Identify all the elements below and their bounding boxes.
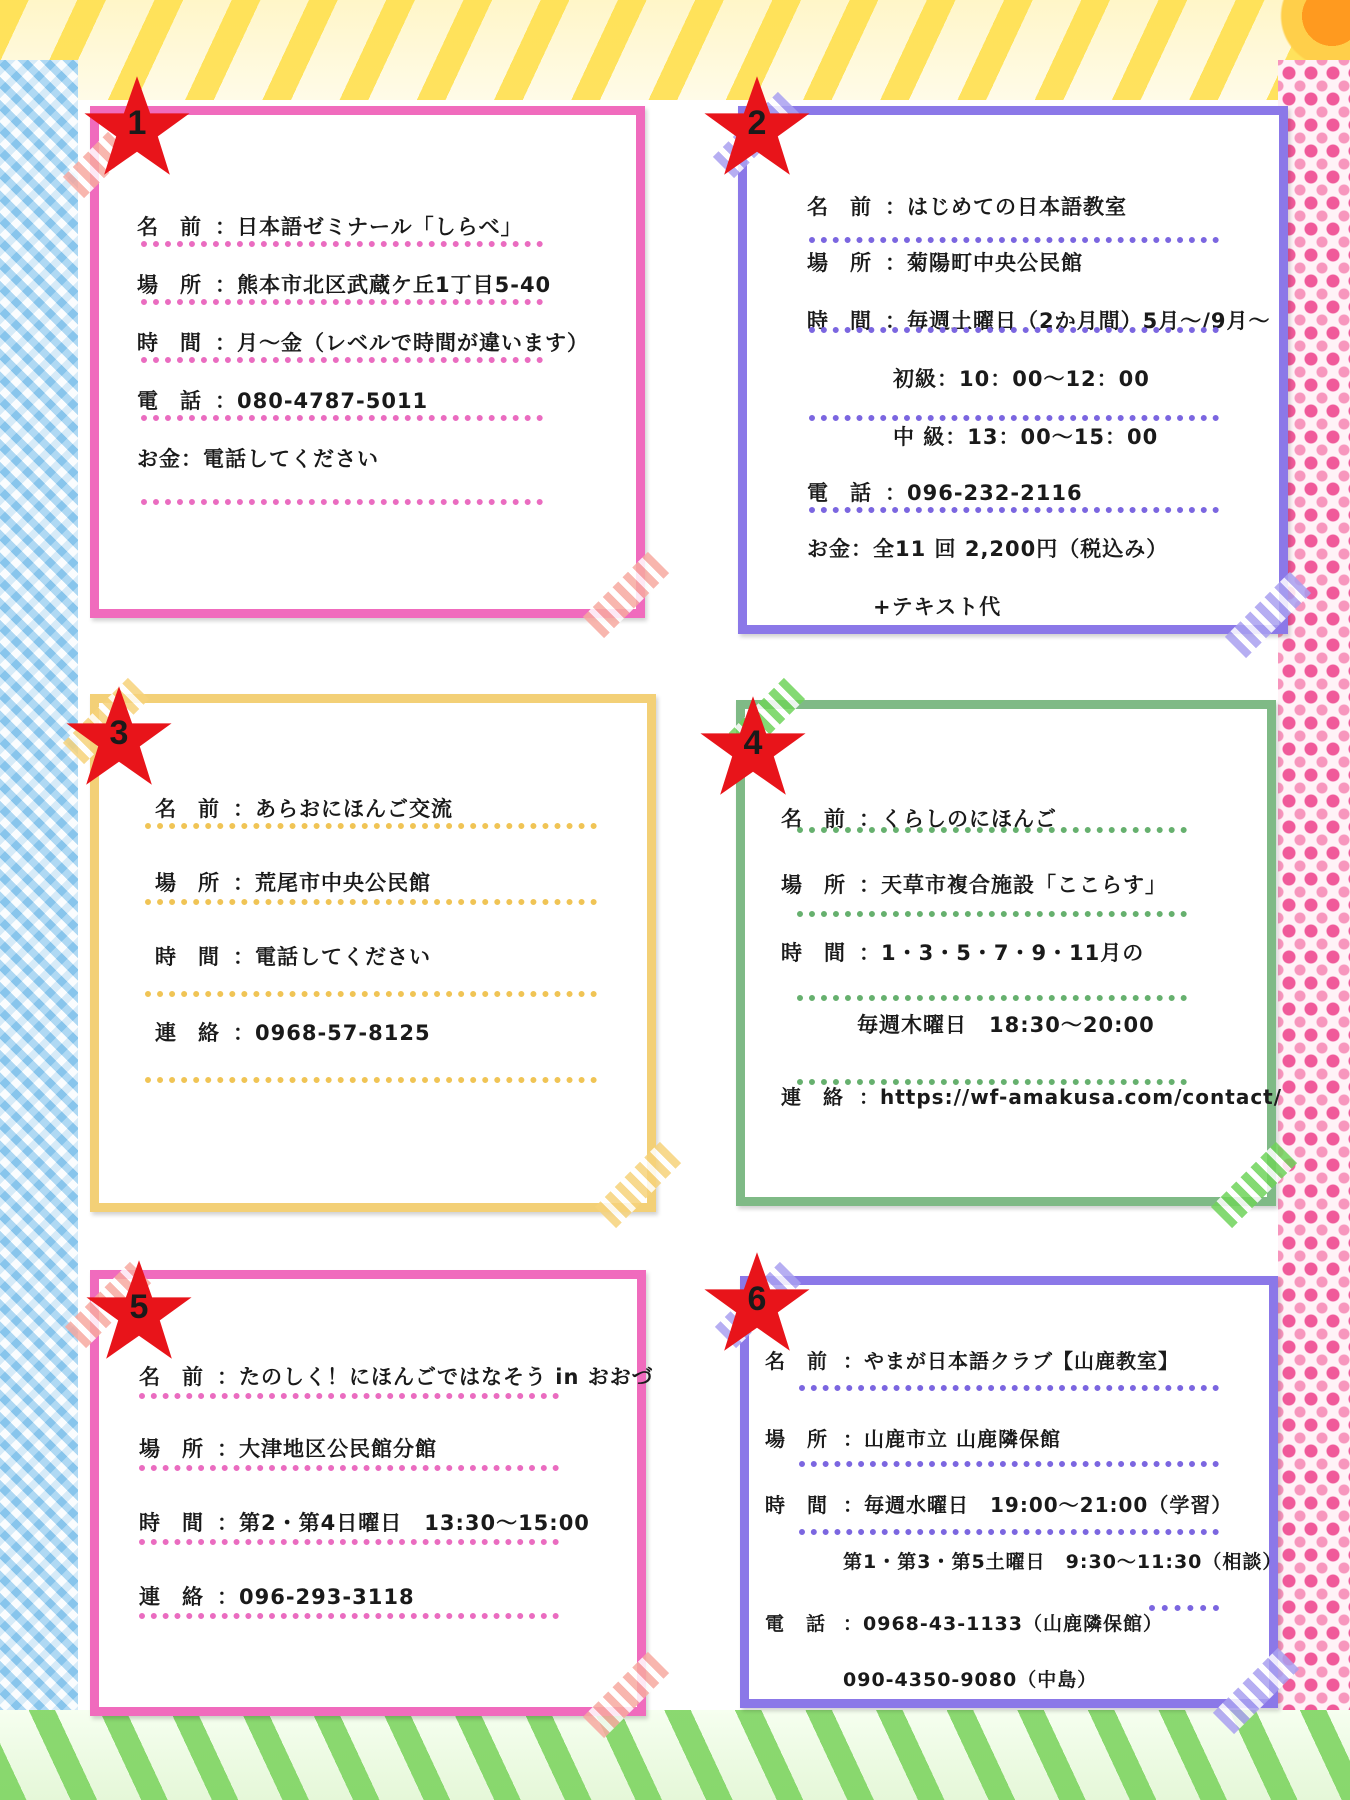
classroom-card-4 <box>736 700 1283 1206</box>
time-value: 月～金（レベルで時間が違います） <box>237 331 589 355</box>
contact-label: 連 絡 <box>781 1085 843 1109</box>
tel-value: 0968-43-1133（山鹿隣保館） <box>863 1613 1163 1635</box>
time-row: 時 間 ：毎週土曜日（2か月間）5月～/9月～ <box>807 305 1271 335</box>
number-badge-3 <box>64 684 174 788</box>
intermediate-time-value: 中 級：13：00～15：00 <box>893 425 1159 449</box>
time-value: 毎週水曜日 19:00～21:00（学習） <box>864 1493 1233 1517</box>
time-label: 時 間 <box>139 1511 203 1535</box>
divider <box>145 823 597 829</box>
divider <box>141 299 543 305</box>
tel-label: 電 話 <box>807 481 871 505</box>
place-row: 場 所 ：大津地区公民館分館 <box>139 1433 437 1463</box>
time-row: 時 間 ：1・3・5・7・9・11月の <box>781 937 1144 967</box>
contact-row: 連 絡 ：0968-57-8125 <box>155 1017 431 1047</box>
divider <box>145 991 597 997</box>
badge-number: 2 <box>747 104 767 142</box>
classroom-card-3 <box>90 694 656 1212</box>
time-value: 第2・第4日曜日 13:30～15:00 <box>239 1511 590 1535</box>
place-label: 場 所 <box>137 273 201 297</box>
name-label: 名 前 <box>139 1365 203 1389</box>
classroom-card-1 <box>90 106 645 618</box>
divider <box>139 1539 559 1545</box>
badge-number: 3 <box>109 714 129 752</box>
time-detail-row <box>857 1009 1155 1039</box>
badge-number: 5 <box>129 1288 149 1326</box>
tel-row: 電 話 ：096-232-2116 <box>807 477 1083 507</box>
fee-value: 電話してください <box>203 447 379 471</box>
place-row: 場 所 ：荒尾市中央公民館 <box>155 867 431 897</box>
contact-row: 連 絡 ：https://wf-amakusa.com/contact/ <box>781 1081 1282 1110</box>
divider <box>809 327 1219 333</box>
time-row: 時 間 ：電話してください <box>155 941 431 971</box>
beginner-time-row <box>893 363 1150 393</box>
name-label: 名 前 <box>155 797 219 821</box>
fee-extra-row <box>873 591 1001 621</box>
time-detail-value: 毎週木曜日 18:30～20:00 <box>857 1013 1155 1037</box>
time-value: 電話してください <box>255 945 431 969</box>
name-row: 名 前 ：くらしのにほんご <box>781 803 1057 833</box>
time-row: 時 間 ：月～金（レベルで時間が違います） <box>137 327 589 357</box>
place-row: 場 所 ：熊本市北区武蔵ケ丘1丁目5-40 <box>137 269 551 299</box>
fee-label: お金 <box>807 537 851 561</box>
place-row: 場 所 ：山鹿市立 山鹿隣保館 <box>765 1423 1061 1452</box>
classroom-name: くらしのにほんご <box>881 807 1057 831</box>
classroom-name: 日本語ゼミナール「しらべ」 <box>237 215 523 239</box>
place-value: 天草市複合施設「ここらす」 <box>881 873 1167 897</box>
divider <box>139 1393 559 1399</box>
divider <box>799 1529 1219 1535</box>
name-row: 名 前 ：はじめての日本語教室 <box>807 191 1127 221</box>
number-badge-6 <box>702 1250 812 1354</box>
time-label: 時 間 <box>781 941 845 965</box>
name-row: 名 前 ：やまが日本語クラブ【山鹿教室】 <box>765 1345 1179 1374</box>
time-label: 時 間 <box>137 331 201 355</box>
name-row: 名 前 ：あらおにほんご交流 <box>155 793 453 823</box>
divider <box>145 899 597 905</box>
decorative-left-border <box>0 60 78 1740</box>
decorative-right-border <box>1278 60 1350 1740</box>
tel-row: 電 話 ：0968-43-1133（山鹿隣保館） <box>765 1609 1163 1636</box>
divider <box>141 415 543 421</box>
fee-row: お金：全11 回 2,200円（税込み） <box>807 537 1169 561</box>
classroom-name: たのしく！にほんごではなそう in おおづ <box>239 1365 654 1389</box>
place-value: 菊陽町中央公民館 <box>907 251 1083 275</box>
decorative-top-border <box>0 0 1350 100</box>
divider <box>799 1461 1219 1467</box>
place-label: 場 所 <box>781 873 845 897</box>
tel-extra-value: 090-4350-9080（中島） <box>843 1669 1098 1691</box>
contact-row: 連 絡 ：096-293-3118 <box>139 1581 415 1611</box>
name-label: 名 前 <box>765 1349 827 1373</box>
name-row: 名 前 ：日本語ゼミナール「しらべ」 <box>137 211 523 241</box>
place-value: 荒尾市中央公民館 <box>255 871 431 895</box>
place-label: 場 所 <box>139 1437 203 1461</box>
place-value: 山鹿市立 山鹿隣保館 <box>864 1427 1061 1451</box>
divider <box>797 911 1187 917</box>
badge-number: 4 <box>743 724 763 762</box>
number-badge-4 <box>698 694 808 798</box>
place-label: 場 所 <box>155 871 219 895</box>
badge-number: 1 <box>127 104 147 142</box>
name-label: 名 前 <box>781 807 845 831</box>
decorative-bottom-border <box>0 1710 1350 1800</box>
name-label: 名 前 <box>137 215 201 239</box>
divider <box>809 237 1219 243</box>
time-label: 時 間 <box>807 309 871 333</box>
classroom-name: あらおにほんご交流 <box>255 797 453 821</box>
intermediate-time-row <box>893 421 1158 451</box>
name-row: 名 前 ：たのしく！にほんごではなそう in おおづ <box>139 1361 654 1391</box>
divider <box>809 507 1219 513</box>
time-label: 時 間 <box>155 945 219 969</box>
divider <box>799 1385 1219 1391</box>
name-label: 名 前 <box>807 195 871 219</box>
number-badge-1 <box>82 74 192 178</box>
place-row: 場 所 ：天草市複合施設「ここらす」 <box>781 869 1167 899</box>
contact-label: 連 絡 <box>155 1021 219 1045</box>
badge-number: 6 <box>747 1280 767 1318</box>
fee-label: お金 <box>137 447 181 471</box>
time-detail-value: 第1・第3・第5土曜日 9:30～11:30（相談） <box>843 1551 1283 1573</box>
tel-row: 電 話 ：080-4787-5011 <box>137 385 428 415</box>
tel-label: 電 話 <box>137 389 201 413</box>
number-badge-5 <box>84 1258 194 1362</box>
contact-link[interactable]: https://wf-amakusa.com/contact/ <box>880 1085 1283 1109</box>
tel-label: 電 話 <box>765 1613 826 1635</box>
place-value: 熊本市北区武蔵ケ丘1丁目5-40 <box>237 273 552 297</box>
divider <box>797 995 1187 1001</box>
place-row: 場 所 ：菊陽町中央公民館 <box>807 247 1083 277</box>
time-value: 毎週土曜日（2か月間）5月～/9月～ <box>907 309 1271 333</box>
divider <box>797 827 1187 833</box>
contact-value: 096-293-3118 <box>239 1585 415 1609</box>
fee-row: お金：電話してください <box>137 447 379 471</box>
time-row: 時 間 ：毎週水曜日 19:00～21:00（学習） <box>765 1489 1232 1518</box>
classroom-card-6 <box>740 1276 1283 1708</box>
tel-value: 080-4787-5011 <box>237 389 429 413</box>
place-label: 場 所 <box>765 1427 827 1451</box>
time-detail-row <box>843 1547 1282 1574</box>
tel-value: 096-232-2116 <box>907 481 1083 505</box>
beginner-time-value: 初級：10：00～12：00 <box>893 367 1150 391</box>
classroom-name: やまが日本語クラブ【山鹿教室】 <box>864 1349 1179 1373</box>
place-label: 場 所 <box>807 251 871 275</box>
classroom-name: はじめての日本語教室 <box>907 195 1127 219</box>
number-badge-2 <box>702 74 812 178</box>
tel-extra-row <box>843 1665 1097 1692</box>
place-value: 大津地区公民館分館 <box>239 1437 437 1461</box>
divider <box>141 241 543 247</box>
divider <box>139 1465 559 1471</box>
time-label: 時 間 <box>765 1493 827 1517</box>
fee-value: 全11 回 2,200円（税込み） <box>873 537 1169 561</box>
contact-value: 0968-57-8125 <box>255 1021 431 1045</box>
divider <box>141 357 543 363</box>
classroom-card-2 <box>738 106 1288 634</box>
contact-label: 連 絡 <box>139 1585 203 1609</box>
divider <box>139 1613 559 1619</box>
divider <box>141 499 543 505</box>
time-value: 1・3・5・7・9・11月の <box>881 941 1145 965</box>
fee-extra-value: +テキスト代 <box>873 595 1002 619</box>
divider <box>145 1077 597 1083</box>
time-row: 時 間 ：第2・第4日曜日 13:30～15:00 <box>139 1507 590 1537</box>
